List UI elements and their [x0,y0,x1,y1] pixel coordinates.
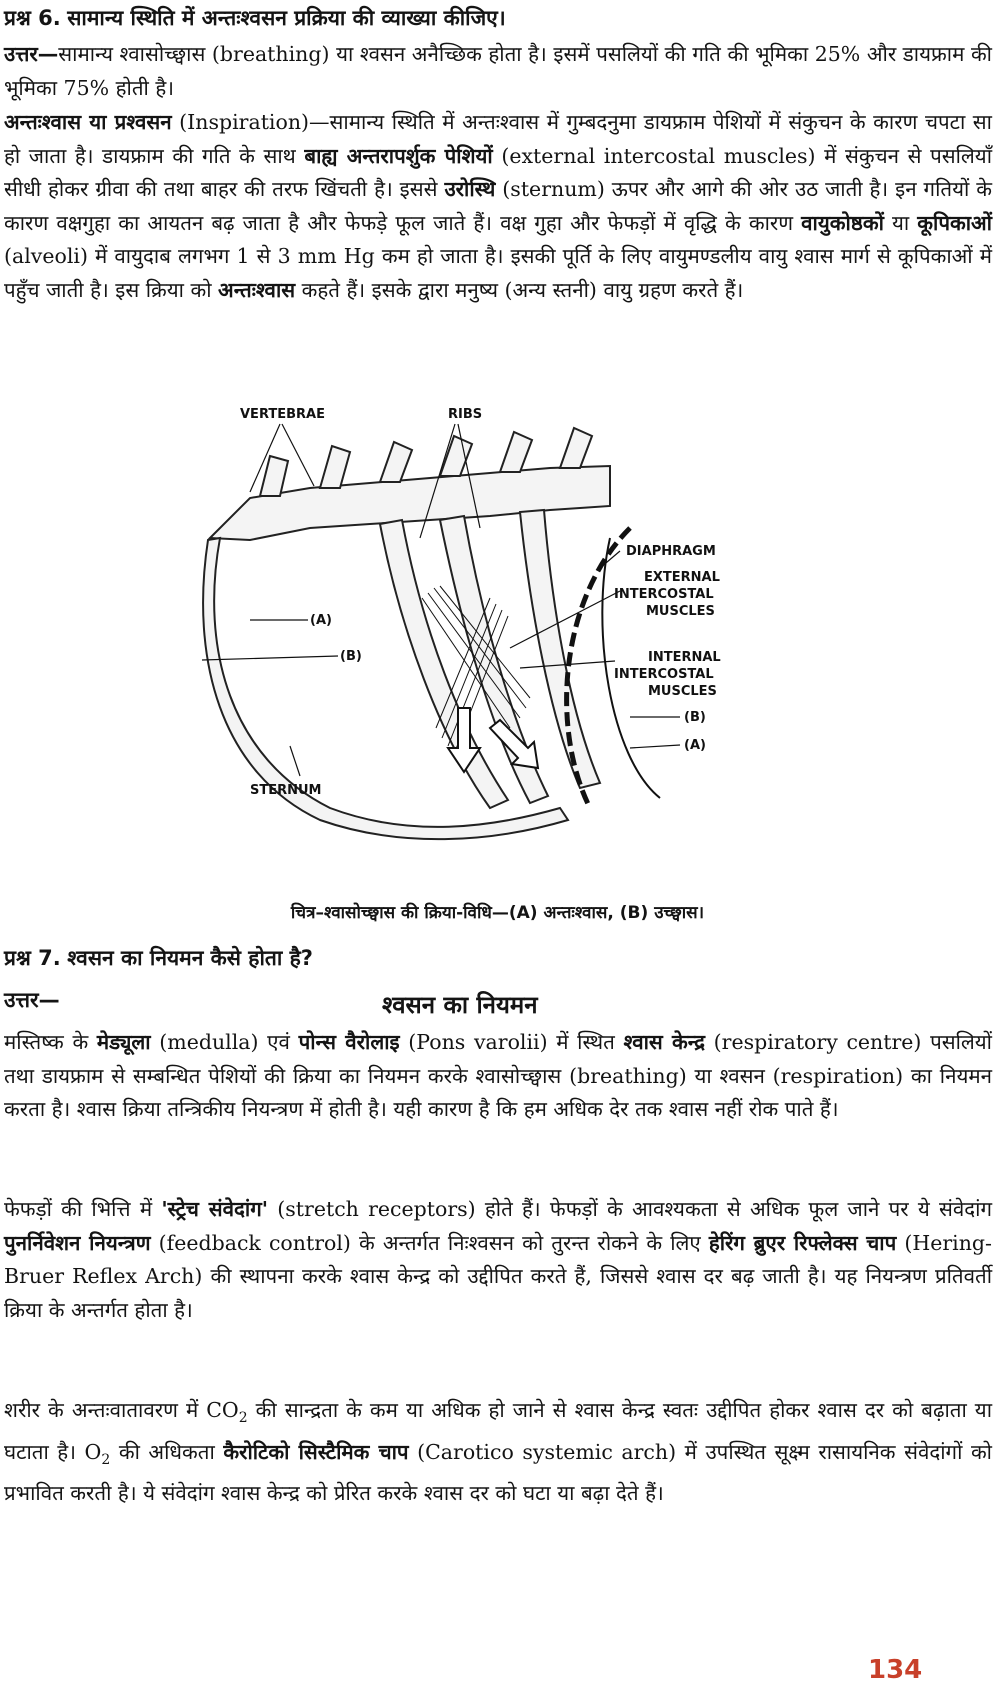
term-sternum: उरोस्थि [444,177,496,201]
term-external-intercostal: बाह्य अन्तरापर्शुक पेशियों [304,143,493,168]
text-segment: मस्तिष्क के [4,1030,97,1054]
label-internal-3: MUSCLES [648,684,717,699]
text-segment: की अधिकता [110,1439,224,1464]
answer-7-para1 [4,1026,992,1127]
question-6 [4,2,992,36]
answer-6-intro [4,38,992,105]
label-b-left: (B) [340,649,362,664]
text-segment: (stretch receptors) होते हैं। फेफड़ों के आवश्यकता से अधिक फूल जाने पर ये संवेदांग [268,1197,992,1221]
term-inspiration: अन्तःश्वास या प्रश्वसन [4,110,172,134]
answer-6-label: उत्तर— [4,42,59,66]
text-segment: (Carotico systemic arch) में उपस्थित सूक्ष्म रासायनिक संवेदांगों को प्रभावित करती है। ये संवेदांग श्वास केन्द्र को प्रेरित करके श्वास दर को घटा या बढ़ा देते हैं। [4,1439,992,1506]
term-carotico-systemic: कैरोटिको सिस्टैमिक चाप [223,1439,409,1464]
question-7 [4,942,992,976]
label-a-left: (A) [310,613,332,628]
breathing-mechanism-diagram [190,407,820,898]
answer-7-para2 [4,1193,992,1327]
text-segment: कहते हैं। इसके द्वारा मनुष्य (अन्य स्तनी) वायु ग्रहण करते हैं। [295,277,744,302]
text-segment: फेफड़ों की भित्ति में [4,1197,162,1221]
label-internal-2: INTERCOSTAL [614,667,714,682]
term-alveoli: कूपिकाओं [917,210,992,235]
label-internal-1: INTERNAL [648,650,721,665]
term-hering-bruer: हेरिंग ब्रुएर रिफ्लेक्स चाप [708,1230,897,1255]
answer-7-label: उत्तर— [4,988,60,1012]
question-7-label: प्रश्न 7. [4,946,61,970]
question-7-text: श्वसन का नियमन कैसे होता है? [67,946,313,970]
term-feedback-control: पुनर्निवेशन नियन्त्रण [4,1230,151,1255]
term-stretch-receptors: 'स्ट्रेच संवेदांग' [161,1197,269,1221]
term-inhalation: अन्तःश्वास [218,277,296,302]
term-medulla: मेड्यूला [96,1030,151,1054]
answer-7-para3 [4,1394,992,1511]
label-a-right: (A) [684,738,706,753]
label-b-right: (B) [684,710,706,725]
text-segment: की सान्द्रता के कम या अधिक हो जाने से श्वास केन्द्र स्वतः उद्दीपित होकर श्वास दर को बढ़ाता या घटाता है। O [4,1398,993,1464]
text-segment: शरीर के अन्तःवातावरण में CO [4,1398,239,1422]
term-pons: पोन्स वैरोलाइ [298,1030,400,1054]
text-segment: (sternum) ऊपर और आगे की ओर उठ जाती है। इन गतियों के कारण वक्षगुहा का आयतन बढ़ जाता है और फेफड़े फूल जाते हैं। वक्ष गुहा और फेफड़ों में वृद्धि के कारण [4,177,993,235]
text-segment: (external intercostal muscles) में संकुचन से पसलियाँ सीधी होकर ग्रीवा की तथा बाहर की तरफ खिंचती है। इससे [4,143,992,201]
text-segment: (Inspiration)—सामान्य स्थिति में अन्तःश्वास में गुम्बदनुमा डायफ्राम पेशियों में संकुचन के कारण चपटा सा हो जाता है। डायफ्राम की गति के साथ [4,110,992,168]
label-external-3: MUSCLES [646,604,715,619]
subscript: 2 [238,1410,248,1427]
answer-6-inspiration-paragraph [4,106,992,307]
term-alveolar-sacs: वायुकोष्ठकों [801,210,884,235]
text-segment: या [883,210,918,235]
subscript: 2 [101,1451,111,1468]
answer-6-para1: सामान्य श्वासोच्छ्वास (breathing) या श्वसन अनैच्छिक होता है। इसमें पसलियों की गति की भूमिका 25% और डायफ्राम की भूमिका 75% होती है। [4,42,992,100]
question-6-text: सामान्य स्थिति में अन्तःश्वसन प्रक्रिया की व्याख्या कीजिए। [67,6,506,30]
text-segment: (medulla) एवं [150,1030,299,1054]
text-segment: (Hering-Bruer Reflex Arch) की स्थापना करके श्वास केन्द्र को उद्दीपित करते हैं, जिससे श्वास दर बढ़ जाती है। यह नियन्त्रण प्रतिवर्ती क्रिया के अन्तर्गत होता है। [4,1230,992,1322]
label-sternum: STERNUM [250,783,322,798]
section-heading: श्वसन का नियमन [382,991,538,1019]
figure-caption: चित्र–श्वासोच्छ्वास की क्रिया-विधि—(A) अन्तःश्वास, (B) उच्छ्वास। [290,903,705,923]
text-segment: (respiratory centre) पसलियों तथा डायफ्राम से सम्बन्धित पेशियों की क्रिया का नियमन करके श्वासोच्छ्वास (breathing) या श्वसन (respiration) का नियमन करता है। श्वास क्रिया तन्त्रिकीय नियन्त्रण में होती है। यही कारण है कि हम अधिक देर तक श्वास नहीं रोक पाते हैं। [4,1030,992,1121]
label-ribs: RIBS [448,407,483,422]
question-6-label: प्रश्न 6. [4,6,61,30]
label-external-1: EXTERNAL [644,570,720,585]
label-diaphragm: DIAPHRAGM [626,544,716,559]
text-segment: (alveoli) में वायुदाब लगभग 1 से 3 mm Hg कम हो जाता है। इसकी पूर्ति के लिए वायुमण्डलीय वायु श्वास मार्ग से कूपिकाओं में पहुँच जाती है। इस क्रिया को [4,244,992,302]
text-segment: (feedback control) के अन्तर्गत निःश्वसन को तुरन्त रोकने के लिए [150,1230,709,1255]
text-segment: (Pons varolii) में स्थित [399,1030,624,1054]
label-external-2: INTERCOSTAL [614,587,714,602]
term-respiratory-centre: श्वास केन्द्र [623,1030,706,1054]
page-number: 134 [868,1655,923,1685]
label-vertebrae: VERTEBRAE [240,407,325,422]
